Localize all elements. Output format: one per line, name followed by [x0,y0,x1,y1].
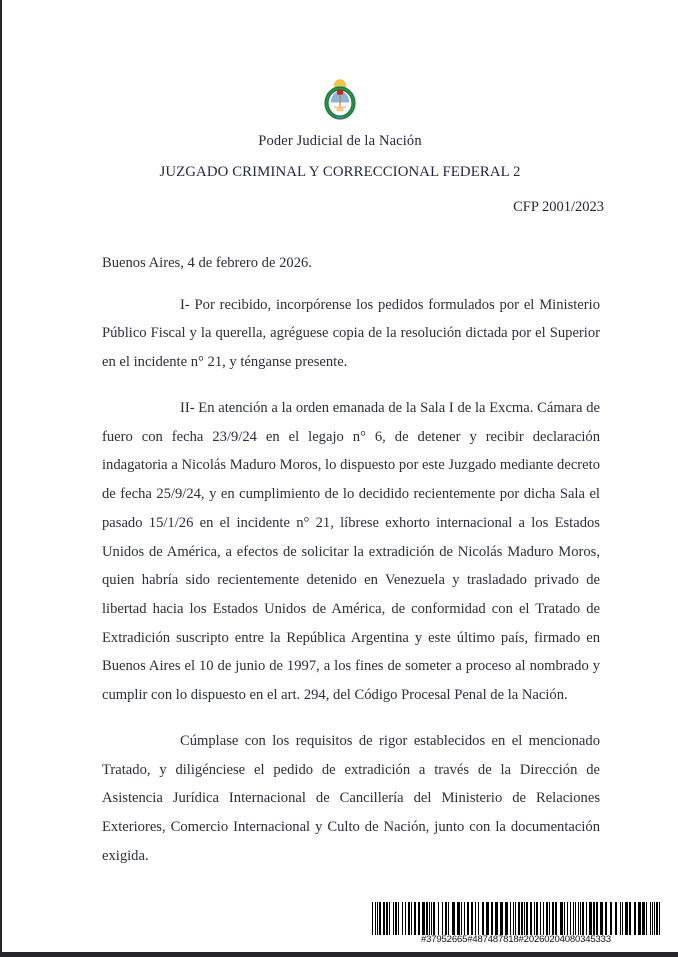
barcode-block [370,902,662,945]
barcode-icon [370,902,662,935]
paragraph-iii: Cúmplase con los requisitos de rigor establecidos en el mencionado Tratado, y diligénciese el pedido de extradición a través de la Dirección de Asistencia Jurídica Internacional de Cancillería del Ministerio de Relaciones Exteriores, Comercio Internacional y Culto de Nación, junto con la documentación exigida. [102,732,600,864]
page-bottom-edge [2,952,678,957]
court-authority-title: Poder Judicial de la Nación [258,133,422,149]
document-body [2,252,678,871]
paragraph-i: I- Por recibido, incorpórense los pedidos formulados por el Ministerio Público Fiscal y la querella, agréguese copia de la resolución dictada por el Superior en el incidente n° 21, y ténganse presente. [102,296,600,371]
paragraph-ii: II- En atención a la orden emanada de la Sala I de la Excma. Cámara de fuero con fecha 23/9/24 en el legajo n° 6, de detener y recibir declaración indagatoria a Nicolás Maduro Moros, lo dispuesto por este Juzgado mediante decreto de fecha 25/9/24, y en cumplimiento de lo decidido recientemente por dicha Sala el pasado 15/1/26 en el incidente n° 21, líbrese exhorto internacional a los Estados Unidos de América, a efectos de solicitar la extradición de Nicolás Maduro Moros, quien habría sido recientemente detenido en Venezuela y trasladado privado de libertad hacia los Estados Unidos de América, de conformidad con el Tratado de Extradición suscripto entre la República Argentina y este último país, firmado en Buenos Aires el 10 de junio de 1997, a los fines de someter a proceso al nombrado y cumplir con lo dispuesto en el art. 294, del Código Procesal Penal de la Nación. [102,399,600,704]
case-number: CFP 2001/2023 [513,199,604,215]
barcode-number: #37952665#487487818#20260204080345333 [421,934,611,945]
dateline: Buenos Aires, 4 de febrero de 2026. [102,255,312,271]
court-name-title: JUZGADO CRIMINAL Y CORRECCIONAL FEDERAL 2 [159,164,521,180]
document-header [2,0,678,216]
argentina-coat-of-arms-icon [319,78,361,124]
